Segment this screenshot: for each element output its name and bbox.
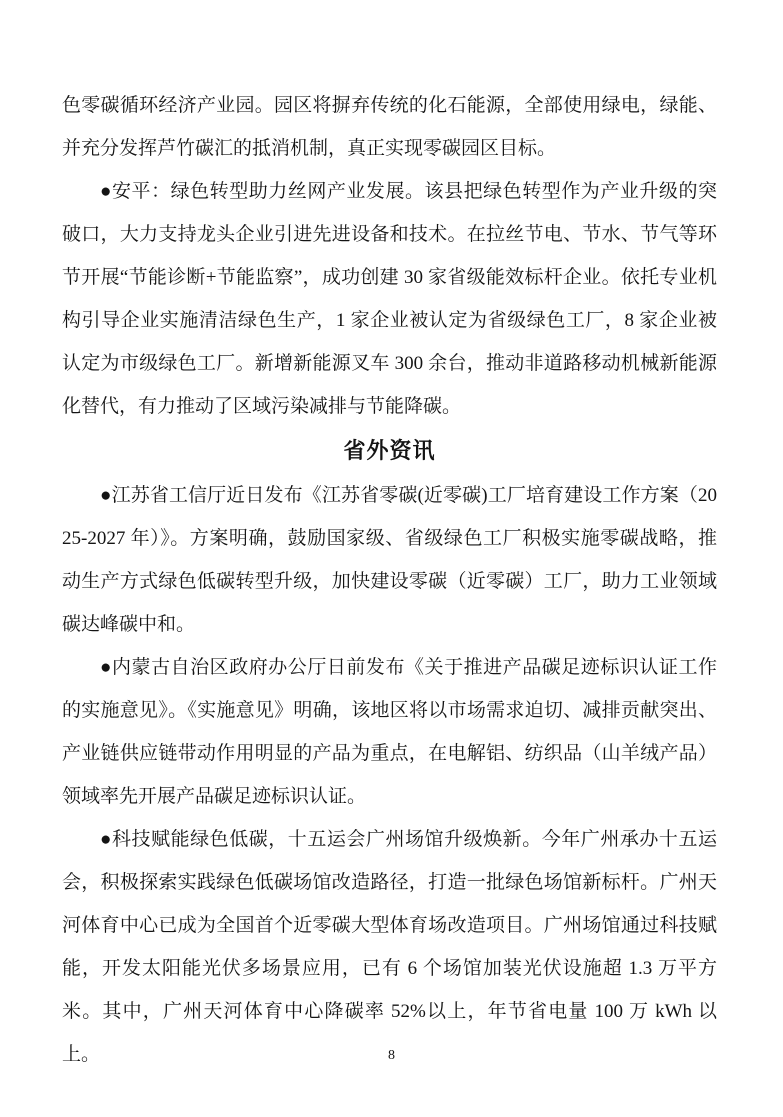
page-content	[62, 84, 717, 1076]
paragraph-neimenggu-carbon-footprint-certification: ●内蒙古自治区政府办公厅日前发布《关于推进产品碳足迹标识认证工作的实施意见》。《实施意见》明确，该地区将以市场需求迫切、减排贡献突出、产业链供应链带动作用明显的产品为重点，在电解铝、纺织品（山羊绒产品）领域率先开展产品碳足迹标识认证。	[62, 657, 717, 807]
paragraph-anping-green-transition: ●安平：绿色转型助力丝网产业发展。该县把绿色转型作为产业升级的突破口，大力支持龙头企业引进先进设备和技术。在拉丝节电、节水、节气等环节开展“节能诊断+节能监察”，成功创建 30 家省级能效标杆企业。依托专业机构引导企业实施清洁绿色生产，1 家企业被认定为省级绿色工厂，8 家企业被认定为市级绿色工厂。新增新能源叉车 300 余台，推动非道路移动机械新能源化替代，有力推动了区域污染减排与节能降碳。	[62, 181, 717, 417]
section-heading-out-of-province-news: 省外资讯	[343, 438, 436, 463]
paragraph-zero-carbon-park-continuation: 色零碳循环经济产业园。园区将摒弃传统的化石能源，全部使用绿电，绿能、并充分发挥芦竹碳汇的抵消机制，真正实现零碳园区目标。	[62, 95, 717, 159]
paragraph-jiangsu-zero-carbon-factory-plan: ●江苏省工信厅近日发布《江苏省零碳(近零碳)工厂培育建设工作方案（2025-2027 年）》。方案明确，鼓励国家级、省级绿色工厂积极实施零碳战略，推动生产方式绿色低碳转型升级，加快建设零碳（近零碳）工厂，助力工业领域碳达峰碳中和。	[62, 485, 717, 635]
paragraph-guangzhou-venue-upgrade: ●科技赋能绿色低碳，十五运会广州场馆升级焕新。今年广州承办十五运会，积极探索实践绿色低碳场馆改造路径，打造一批绿色场馆新标杆。广州天河体育中心已成为全国首个近零碳大型体育场改造项目。广州场馆通过科技赋能，开发太阳能光伏多场景应用，已有 6 个场馆加装光伏设施超 1.3 万平方米。其中，广州天河体育中心降碳率 52%以上，年节省电量 100 万 kWh 以上。	[62, 829, 717, 1065]
page-number: 8	[388, 1048, 395, 1063]
